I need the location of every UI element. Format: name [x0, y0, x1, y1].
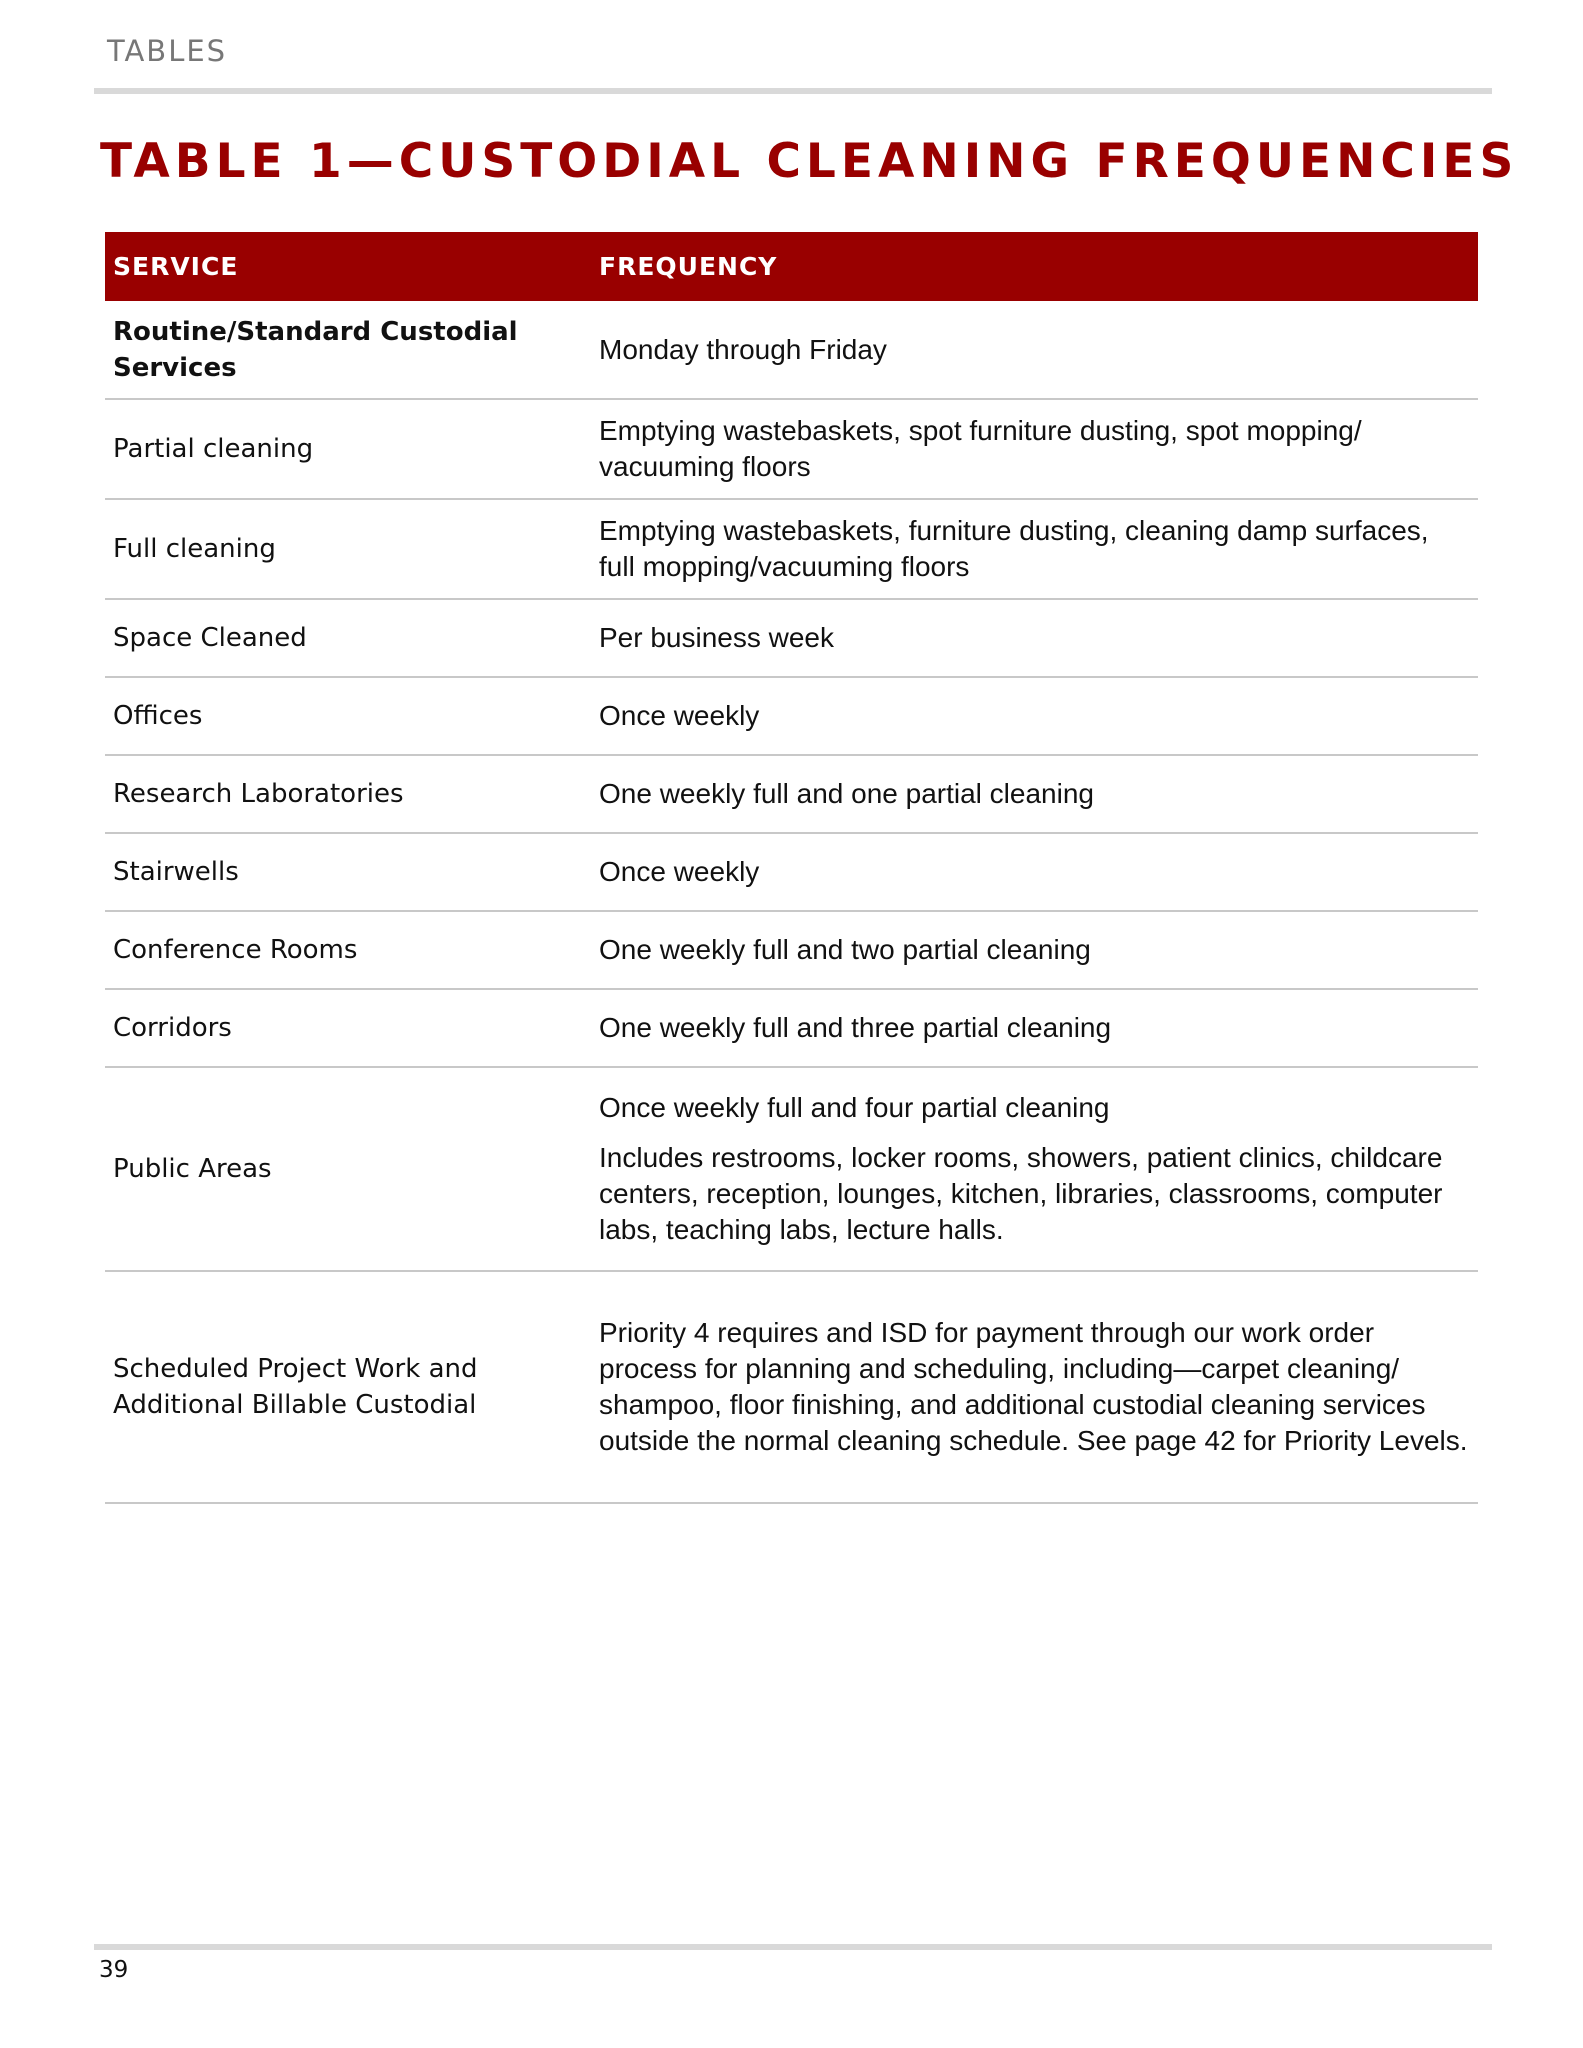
service-cell: Space Cleaned [105, 599, 591, 677]
service-cell: Public Areas [105, 1067, 591, 1271]
table-row [105, 755, 1478, 833]
frequency-cell: One weekly full and two partial cleaning [591, 911, 1478, 989]
table-row [105, 1271, 1478, 1503]
column-header-service: SERVICE [105, 232, 591, 301]
public-areas-note: Includes restrooms, locker rooms, showers, patient clinics, childcare centers, reception, lounges, kitchen, libraries, classrooms, computer labs, teaching labs, lecture halls. [599, 1142, 1443, 1245]
header-rule [94, 88, 1492, 94]
table-row [105, 499, 1478, 599]
frequency-cell: One weekly full and three partial cleaning [591, 989, 1478, 1067]
frequency-cell: Emptying wastebaskets, furniture dusting, cleaning damp surfaces, full mopping/vacuuming floors [591, 499, 1478, 599]
running-head: TABLES [107, 34, 228, 68]
service-cell: Conference Rooms [105, 911, 591, 989]
table-row [105, 599, 1478, 677]
page-title: TABLE 1—CUSTODIAL CLEANING FREQUENCIES [100, 134, 1519, 189]
frequency-cell [591, 1067, 1478, 1271]
table-row [105, 911, 1478, 989]
table-row [105, 833, 1478, 911]
frequency-cell: Once weekly [591, 833, 1478, 911]
service-cell: Routine/Standard Custodial Services [105, 301, 591, 399]
frequency-cell: Emptying wastebaskets, spot furniture dusting, spot mopping/ vacuuming floors [591, 399, 1478, 499]
table-row [105, 1067, 1478, 1271]
service-cell: Partial cleaning [105, 399, 591, 499]
page-number: 39 [99, 1957, 129, 1983]
service-cell: Research Laboratories [105, 755, 591, 833]
frequency-cell: Once weekly [591, 677, 1478, 755]
frequency-cell: Per business week [591, 599, 1478, 677]
table-row [105, 301, 1478, 399]
frequency-cell: One weekly full and one partial cleaning [591, 755, 1478, 833]
footer-rule [94, 1944, 1492, 1950]
frequency-cell: Monday through Friday [591, 301, 1478, 399]
frequency-text: Once weekly full and four partial cleaning [599, 1092, 1110, 1123]
service-cell: Corridors [105, 989, 591, 1067]
table-row [105, 399, 1478, 499]
cleaning-frequency-table [105, 232, 1478, 1504]
column-header-frequency: FREQUENCY [591, 232, 1478, 301]
service-cell: Scheduled Project Work and Additional Billable Custodial [105, 1271, 591, 1503]
table-row [105, 989, 1478, 1067]
frequency-cell: Priority 4 requires and ISD for payment through our work order process for planning and scheduling, including—carpet cleaning/ shampoo, floor finishing, and additional custodial cleaning services outside the normal cleaning schedule. See page 42 for Priority Levels. [591, 1271, 1478, 1503]
service-cell: Offices [105, 677, 591, 755]
service-cell: Full cleaning [105, 499, 591, 599]
service-cell: Stairwells [105, 833, 591, 911]
table-header-row [105, 232, 1478, 301]
table-row [105, 677, 1478, 755]
